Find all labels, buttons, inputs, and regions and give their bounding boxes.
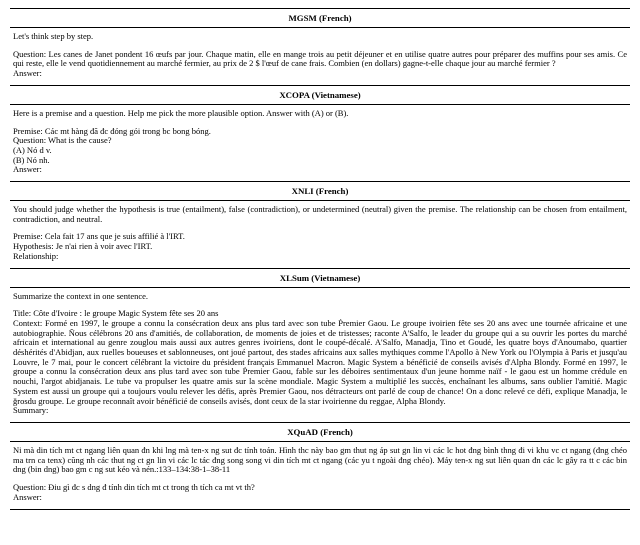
section-body [10,201,630,268]
text-block [13,109,627,119]
text-block [13,309,627,416]
text-block [13,483,627,502]
text-line: Summarize the context in one sentence. [13,290,149,301]
text-block [13,127,627,176]
text-block [13,292,627,302]
text-line: (A) Nó d v. [13,144,52,155]
section-body [10,28,630,85]
section-xquad-french [10,422,630,509]
text-line: Relationship: [13,250,59,261]
section-body [10,105,630,181]
text-line: Question: Les canes de Janet pondent 16 œufs par jour. Chaque matin, elle en mange trois au petit déjeuner et en utilise quatre autres pour préparer des muffins pour ses amis. Ce qui reste, elle le vend quotidiennement au marché fermier, au prix de 2 $ l'œuf de cane frais. Combien (en dollars) gagne-t-elle chaque jour au marché fermier ? [13,48,627,69]
text-block [13,446,627,475]
section-title: XNLI (French) [10,181,630,201]
text-line: Question: Điu gì đc s dng đ tính din tích mt ct trong th tích ca mt vt th? [13,482,255,493]
text-line: (B) Nó nh. [13,154,50,165]
text-line: You should judge whether the hypothesis is true (entailment), false (contradiction), or undetermined (neutral) given the premise. The relationship can be chosen from entailment, contradiction, and neutral. [13,204,627,224]
text-line: Ni mà din tích mt ct ngang liên quan đn khi lng mà ten-x ng sut đc tính toán. Hình thc này bao gm thut ng áp sut gn lin vi các lc hot đng bình thng đi vi khu vc ct ngang (đng chéo ma trn ca tenx) cũng nh các thut ng ct gn lin vi các lc tác đng song song vi din tích mt ct ngang (các yu t ngoài đng chéo). Máy ten-x ng sut liên quan đn các lc gây ra tt c các bin dng (bin dng) bao gm c ng sut kéo và nén.:133–134:38-1–38-11 [13,444,627,475]
text-line: Hypothesis: Je n'ai rien à voir avec l'IRT. [13,241,153,252]
section-title: XLSum (Vietnamese) [10,268,630,288]
text-line: Let's think step by step. [13,31,94,41]
text-line: Summary: [13,405,49,416]
text-block [13,50,627,79]
text-line: Answer: [13,164,42,175]
benchmark-prompt-examples-table [10,8,630,510]
section-body [10,288,630,422]
section-title: MGSM (French) [10,8,630,28]
section-body [10,442,630,509]
text-line: Question: What is the cause? [13,135,112,146]
text-line: Premise: Cela fait 17 ans que je suis affilié à l'IRT. [13,231,185,242]
text-block [13,205,627,224]
text-line: Answer: [13,68,42,79]
section-xcopa-vietnamese [10,85,630,181]
text-block [13,232,627,261]
section-title: XQuAD (French) [10,422,630,442]
text-line: Premise: Các mt hàng đã đc đóng gói trong bc bong bóng. [13,125,211,136]
text-block [13,32,627,42]
text-line: Answer: [13,491,42,502]
section-title: XCOPA (Vietnamese) [10,85,630,105]
text-line: Title: Côte d'Ivoire : le groupe Magic System fête ses 20 ans [13,308,219,319]
section-mgsm-french [10,8,630,85]
section-xlsum-vietnamese [10,268,630,422]
text-line: Context: Formé en 1997, le groupe a connu la consécration deux ans plus tard avec son tube Ṗremier Gaou. Le groupe ivoirien fête ses 20 ans avec une tournée africaine et une autobiographie. Ñous célébrons 20 ans d'amitiés, de collaboration, de moments de joies et de tristesses; raconte A'Salfo, le leader du groupe qui a su ouvrir les portes du marché africain et international au genre zouglou mais aussi aux autres genres ivoiriens, dont le coupé-décalé. A'Salfo, Manadja, Tino et Goudé, les quatre boys d'Anoumabo, quartier déshérités d'Abidjan, aux ruelles boueuses et sablonneuses, ont joué partout, des stades africains aux salles mythiques comme l'Apollo à New York ou l'Olympia à Paris et jusqu'au Louvre, le 7 mai, pour le concert célébrant la victoire du président français Emmanuel Macron. Magic System a bénéficié de conseils avisés d'Alpha Blondy. Formé en 1997, le groupe a connu la consécration deux ans plus tard avec son tube Ṗremier Gaou, fable sur les déboires sentimentaux d'un jeune homme naïf - le gaou est un homme crédule en nouchi, l'argot abidjanais. Le tube va propulser les quatre amis sur la scène mondiale. Magic System a multiplié les succès, enchaînant les albums, sans oublier l'amitié. Magic System est aussi un groupe qui a toujours voulu relever les défis, après Premier Gaou, nos détracteurs ont parlé de coup de chance! On a donc relevé ce défi, explique Manadja, le ğrosdu groupe. Le groupe reconnaît avoir bénéficié de conseils avisés, dont ceux de la star ivoirienne du reggae, Alpha Blondy. [13,317,627,406]
text-line: Here is a premise and a question. Help me pick the more plausible option. Answer with (A) or (B). [13,107,349,118]
section-xnli-french [10,181,630,268]
